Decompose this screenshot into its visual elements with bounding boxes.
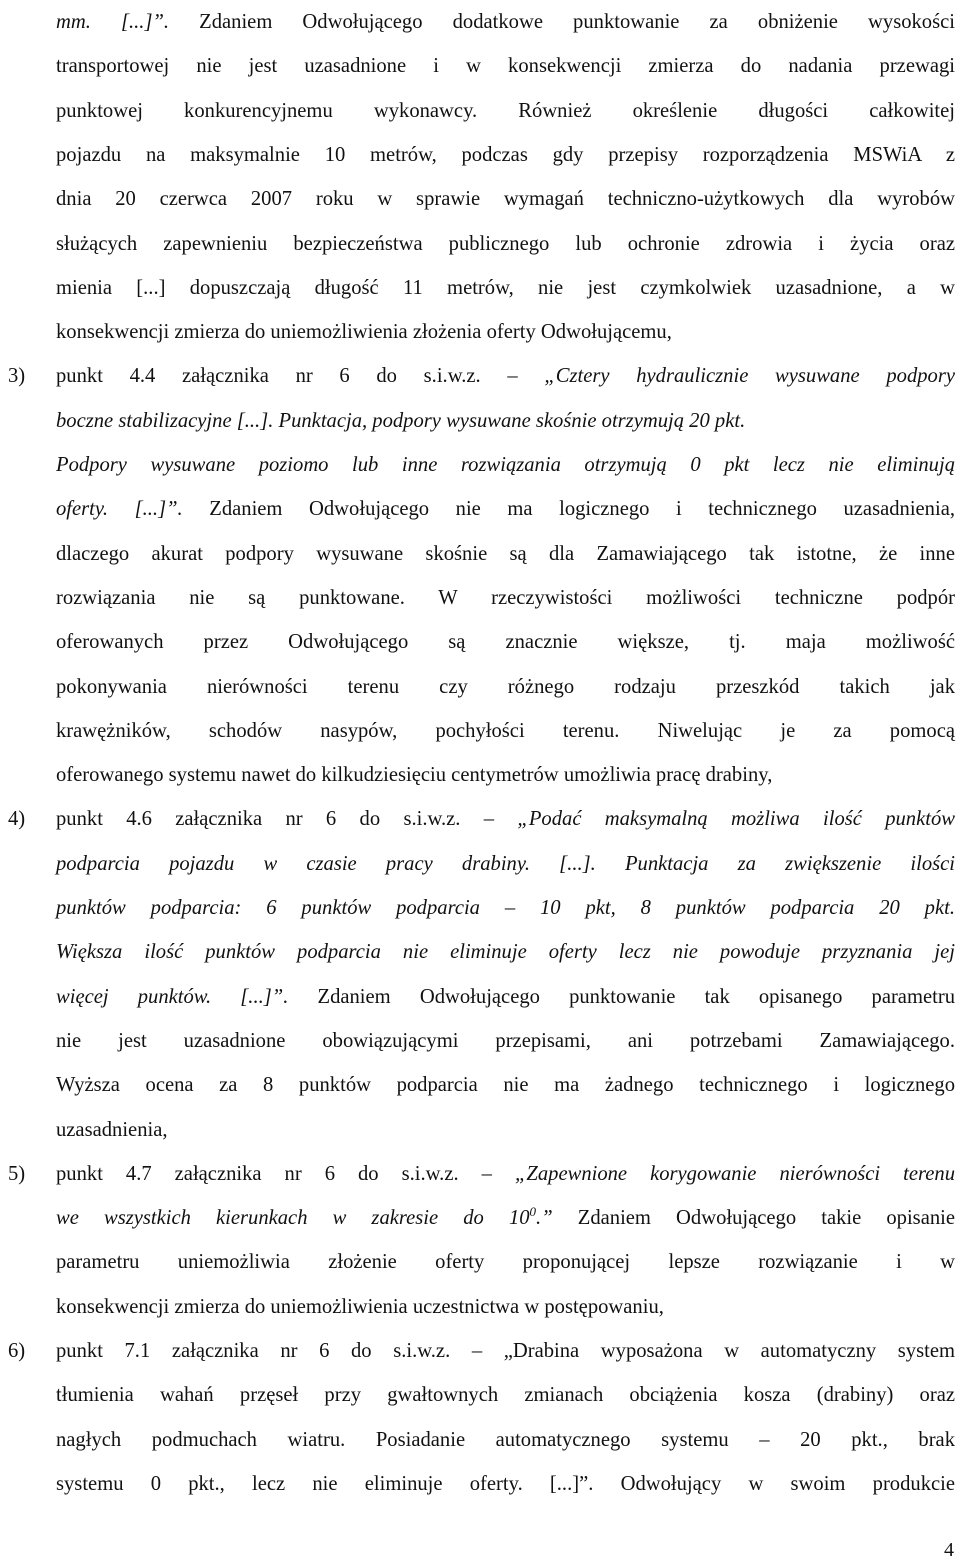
text-line <box>56 1152 955 1196</box>
text: służących zapewnieniu bezpieczeństwa publicznego lub ochronie zdrowia i życia oraz <box>56 233 955 255</box>
text: rozwiązania nie są punktowane. W rzeczywistości możliwości techniczne podpór <box>56 587 955 609</box>
text: tłumienia wahań przęseł przy gwałtownych zmianach obciążenia kosza (drabiny) oraz <box>56 1384 955 1406</box>
text-line <box>56 310 955 354</box>
italic-text: oferty. [...]”. <box>56 498 183 520</box>
text: Zdaniem Odwołującego punktowanie tak opisanego parametru <box>288 986 955 1008</box>
text: punktowej konkurencyjnemu wykonawcy. Również określenie długości całkowitej <box>56 100 955 122</box>
text-line <box>56 222 955 266</box>
italic-text: .” <box>536 1207 553 1229</box>
text-line <box>56 1329 955 1373</box>
text-line <box>56 1285 955 1329</box>
text: pokonywania nierówności terenu czy różnego rodzaju przeszkód takich jak <box>56 676 955 698</box>
text: nagłych podmuchach wiatru. Posiadanie automatycznego systemu – 20 pkt., brak <box>56 1429 955 1451</box>
text-line <box>56 532 955 576</box>
text: transportowej nie jest uzasadnione i w konsekwencji zmierza do nadania przewagi <box>56 55 955 77</box>
text: konsekwencji zmierza do uniemożliwienia uczestnictwa w postępowaniu, <box>56 1296 664 1318</box>
text: oferowanych przez Odwołującego są znacznie większe, tj. maja możliwość <box>56 631 955 653</box>
text: punkt 4.4 załącznika nr 6 do s.i.w.z. – <box>56 365 545 387</box>
text: Zdaniem Odwołującego dodatkowe punktowanie za obniżenie wysokości <box>169 11 955 33</box>
text: dnia 20 czerwca 2007 roku w sprawie wymagań techniczno-użytkowych dla wyrobów <box>56 188 955 210</box>
text-line <box>56 443 955 487</box>
text-line <box>56 753 955 797</box>
text-line <box>56 620 955 664</box>
text: uzasadnienia, <box>56 1119 168 1141</box>
text-line <box>56 89 955 133</box>
text-line <box>56 133 955 177</box>
italic-text: boczne stabilizacyjne [...]. Punktacja, podpory wysuwane skośnie otrzymują 20 pkt. <box>56 410 746 432</box>
text-line <box>56 886 955 930</box>
text: pojazdu na maksymalnie 10 metrów, podczas gdy przepisy rozporządzenia MSWiA z <box>56 144 955 166</box>
text: konsekwencji zmierza do uniemożliwienia złożenia oferty Odwołującemu, <box>56 321 672 343</box>
text-line <box>56 1462 955 1506</box>
italic-text: „Cztery hydraulicznie wysuwane podpory <box>544 365 955 387</box>
text: dlaczego akurat podpory wysuwane skośnie są dla Zamawiającego tak istotne, że inne <box>56 543 955 565</box>
italic-text: punktów podparcia: 6 punktów podparcia – 10 pkt, 8 punktów podparcia 20 pkt. <box>56 897 955 919</box>
text-line <box>56 1240 955 1284</box>
text-line <box>56 709 955 753</box>
text-line <box>56 576 955 620</box>
text-line <box>56 44 955 88</box>
text: systemu 0 pkt., lecz nie eliminuje oferty. [...]”. Odwołujący w swoim produkcie <box>56 1473 955 1495</box>
text-line <box>56 177 955 221</box>
italic-text: 0 <box>529 1204 537 1219</box>
text-line <box>56 1063 955 1107</box>
italic-text: mm. [...]”. <box>56 11 170 33</box>
text-line <box>56 842 955 886</box>
text-line <box>56 665 955 709</box>
text: Zdaniem Odwołującego nie ma logicznego i technicznego uzasadnienia, <box>182 498 955 520</box>
text-line <box>56 797 955 841</box>
text: Zdaniem Odwołującego takie opisanie <box>552 1207 955 1229</box>
text-line <box>56 266 955 310</box>
text-line <box>56 399 955 443</box>
list-number: 6) <box>8 1340 26 1362</box>
text-line <box>56 975 955 1019</box>
text: oferowanego systemu nawet do kilkudziesięciu centymetrów umożliwia pracę drabiny, <box>56 764 773 786</box>
text-line <box>56 354 955 398</box>
text: punkt 7.1 załącznika nr 6 do s.i.w.z. – „Drabina wyposażona w automatyczny system <box>56 1340 955 1362</box>
list-number: 5) <box>8 1163 26 1185</box>
text: nie jest uzasadnione obowiązującymi przepisami, ani potrzebami Zamawiającego. <box>56 1030 955 1052</box>
text-line <box>56 930 955 974</box>
italic-text: Większa ilość punktów podparcia nie eliminuje oferty lecz nie powoduje przyznania jej <box>56 941 955 963</box>
text: krawężników, schodów nasypów, pochyłości terenu. Niwelując je za pomocą <box>56 720 955 742</box>
italic-text: Podpory wysuwane poziomo lub inne rozwiązania otrzymują 0 pkt lecz nie eliminują <box>56 454 955 476</box>
italic-text: „Zapewnione korygowanie nierówności terenu <box>514 1163 955 1185</box>
text-line <box>56 0 955 44</box>
page-number: 4 <box>944 1539 954 1561</box>
text-line <box>56 1019 955 1063</box>
text-line <box>56 1108 955 1152</box>
list-number: 3) <box>8 365 26 387</box>
text: punkt 4.6 załącznika nr 6 do s.i.w.z. – <box>56 808 518 830</box>
text: parametru uniemożliwia złożenie oferty proponującej lepsze rozwiązanie i w <box>56 1251 955 1273</box>
list-number: 4) <box>8 808 26 830</box>
italic-text: więcej punktów. [...]”. <box>56 986 289 1008</box>
text-line <box>56 1418 955 1462</box>
text-line <box>56 487 955 531</box>
italic-text: podparcia pojazdu w czasie pracy drabiny. [...]. Punktacja za zwiększenie ilości <box>56 853 955 875</box>
italic-text: „Podać maksymalną możliwa ilość punktów <box>517 808 955 830</box>
text: punkt 4.7 załącznika nr 6 do s.i.w.z. – <box>56 1163 515 1185</box>
text: mienia [...] dopuszczają długość 11 metrów, nie jest czymkolwiek uzasadnione, a w <box>56 277 955 299</box>
italic-text: we wszystkich kierunkach w zakresie do 10 <box>56 1207 530 1229</box>
text-line <box>56 1196 955 1240</box>
text: Wyższa ocena za 8 punktów podparcia nie ma żadnego technicznego i logicznego <box>56 1074 955 1096</box>
text-line <box>56 1373 955 1417</box>
